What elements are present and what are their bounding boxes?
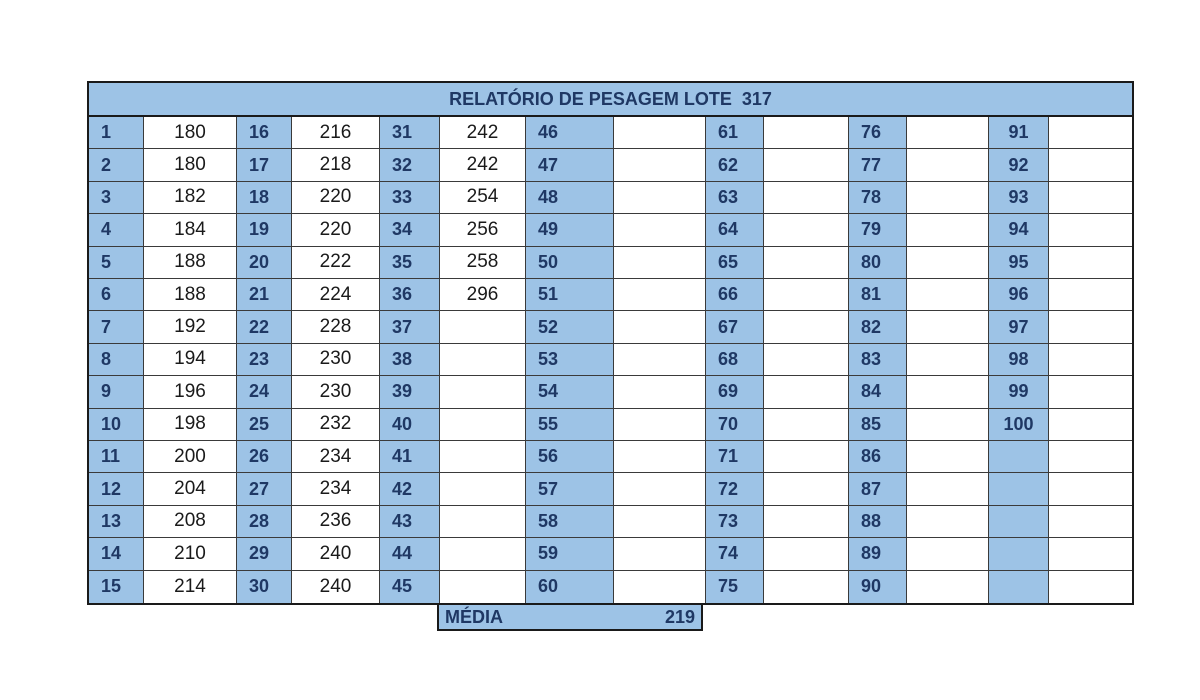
animal-number-cell: 39 — [380, 376, 440, 408]
animal-number-cell: 49 — [526, 214, 614, 246]
animal-number-cell: 75 — [706, 571, 764, 603]
weight-value-cell — [440, 344, 526, 376]
weight-value-cell — [764, 214, 849, 246]
animal-number-cell: 24 — [237, 376, 292, 408]
weighing-report-table — [87, 81, 1134, 605]
weight-value-cell — [907, 279, 989, 311]
animal-number-cell: 98 — [989, 344, 1049, 376]
animal-number-cell: 27 — [237, 473, 292, 505]
animal-number-cell: 67 — [706, 311, 764, 343]
weight-value-cell — [1049, 473, 1132, 505]
weight-value-cell — [614, 538, 706, 570]
weight-value-cell: 218 — [292, 149, 380, 181]
animal-number-cell — [989, 506, 1049, 538]
animal-number-cell: 59 — [526, 538, 614, 570]
weight-value-cell — [1049, 376, 1132, 408]
animal-number-cell: 28 — [237, 506, 292, 538]
weight-value-cell — [614, 279, 706, 311]
animal-number-cell: 26 — [237, 441, 292, 473]
weight-value-cell: 234 — [292, 441, 380, 473]
weight-value-cell — [440, 506, 526, 538]
report-title: RELATÓRIO DE PESAGEM LOTE 317 — [89, 83, 1132, 117]
animal-number-cell: 18 — [237, 182, 292, 214]
animal-number-cell: 21 — [237, 279, 292, 311]
weight-value-cell: 256 — [440, 214, 526, 246]
animal-number-cell: 100 — [989, 409, 1049, 441]
animal-number-cell: 79 — [849, 214, 907, 246]
animal-number-cell: 29 — [237, 538, 292, 570]
weight-value-cell: 242 — [440, 149, 526, 181]
weight-value-cell — [440, 376, 526, 408]
weight-value-cell — [614, 441, 706, 473]
animal-number-cell: 34 — [380, 214, 440, 246]
animal-number-cell: 69 — [706, 376, 764, 408]
weight-value-cell — [764, 182, 849, 214]
weight-value-cell: 182 — [144, 182, 237, 214]
animal-number-cell: 93 — [989, 182, 1049, 214]
weight-value-cell: 230 — [292, 376, 380, 408]
animal-number-cell: 57 — [526, 473, 614, 505]
weight-value-cell — [907, 311, 989, 343]
weight-value-cell — [440, 409, 526, 441]
animal-number-cell: 4 — [89, 214, 144, 246]
weight-value-cell: 180 — [144, 117, 237, 149]
animal-number-cell: 97 — [989, 311, 1049, 343]
animal-number-cell: 65 — [706, 247, 764, 279]
animal-number-cell: 77 — [849, 149, 907, 181]
weight-value-cell: 184 — [144, 214, 237, 246]
weight-value-cell — [907, 117, 989, 149]
weight-value-cell — [764, 409, 849, 441]
weight-value-cell — [764, 247, 849, 279]
animal-number-cell: 66 — [706, 279, 764, 311]
animal-number-cell: 47 — [526, 149, 614, 181]
weight-value-cell: 196 — [144, 376, 237, 408]
animal-number-cell: 72 — [706, 473, 764, 505]
weight-value-cell — [764, 344, 849, 376]
animal-number-cell: 37 — [380, 311, 440, 343]
animal-number-cell: 99 — [989, 376, 1049, 408]
animal-number-cell: 91 — [989, 117, 1049, 149]
animal-number-cell: 16 — [237, 117, 292, 149]
animal-number-cell: 3 — [89, 182, 144, 214]
weight-value-cell: 204 — [144, 473, 237, 505]
weight-value-cell — [764, 538, 849, 570]
animal-number-cell: 33 — [380, 182, 440, 214]
weight-value-cell — [764, 571, 849, 603]
animal-number-cell: 9 — [89, 376, 144, 408]
weight-value-cell — [440, 473, 526, 505]
weight-value-cell — [614, 117, 706, 149]
animal-number-cell: 82 — [849, 311, 907, 343]
weight-value-cell — [614, 214, 706, 246]
weight-value-cell: 228 — [292, 311, 380, 343]
weight-value-cell — [1049, 344, 1132, 376]
weight-value-cell: 240 — [292, 538, 380, 570]
weight-value-cell — [907, 182, 989, 214]
weight-value-cell — [764, 473, 849, 505]
weight-value-cell: 200 — [144, 441, 237, 473]
animal-number-cell: 6 — [89, 279, 144, 311]
weight-value-cell: 230 — [292, 344, 380, 376]
animal-number-cell: 11 — [89, 441, 144, 473]
weight-value-cell: 240 — [292, 571, 380, 603]
animal-number-cell: 10 — [89, 409, 144, 441]
weight-value-cell: 222 — [292, 247, 380, 279]
animal-number-cell: 53 — [526, 344, 614, 376]
weight-value-cell: 236 — [292, 506, 380, 538]
animal-number-cell: 55 — [526, 409, 614, 441]
animal-number-cell: 54 — [526, 376, 614, 408]
animal-number-cell — [989, 538, 1049, 570]
weight-value-cell: 192 — [144, 311, 237, 343]
animal-number-cell: 1 — [89, 117, 144, 149]
weight-value-cell — [1049, 441, 1132, 473]
animal-number-cell: 7 — [89, 311, 144, 343]
animal-number-cell: 64 — [706, 214, 764, 246]
animal-number-cell: 78 — [849, 182, 907, 214]
weight-value-cell — [1049, 214, 1132, 246]
weight-value-cell — [764, 279, 849, 311]
weight-value-cell — [1049, 506, 1132, 538]
weight-value-cell — [614, 506, 706, 538]
weight-value-cell — [764, 506, 849, 538]
weight-value-cell — [907, 149, 989, 181]
animal-number-cell: 42 — [380, 473, 440, 505]
weight-value-cell: 296 — [440, 279, 526, 311]
animal-number-cell: 84 — [849, 376, 907, 408]
animal-number-cell: 25 — [237, 409, 292, 441]
weight-value-cell — [764, 149, 849, 181]
weight-value-cell: 216 — [292, 117, 380, 149]
animal-number-cell: 48 — [526, 182, 614, 214]
weight-value-cell — [907, 409, 989, 441]
animal-number-cell: 68 — [706, 344, 764, 376]
weight-value-cell: 214 — [144, 571, 237, 603]
animal-number-cell: 8 — [89, 344, 144, 376]
weight-value-cell: 210 — [144, 538, 237, 570]
weight-value-cell: 242 — [440, 117, 526, 149]
animal-number-cell: 23 — [237, 344, 292, 376]
weight-value-cell: 234 — [292, 473, 380, 505]
animal-number-cell: 86 — [849, 441, 907, 473]
animal-number-cell: 95 — [989, 247, 1049, 279]
weight-value-cell: 188 — [144, 279, 237, 311]
animal-number-cell: 30 — [237, 571, 292, 603]
weight-value-cell — [614, 571, 706, 603]
weight-value-cell — [614, 409, 706, 441]
weight-value-cell: 254 — [440, 182, 526, 214]
animal-number-cell — [989, 571, 1049, 603]
animal-number-cell: 61 — [706, 117, 764, 149]
weight-value-cell — [614, 311, 706, 343]
animal-number-cell: 76 — [849, 117, 907, 149]
weight-value-cell: 258 — [440, 247, 526, 279]
weight-value-cell — [614, 344, 706, 376]
weight-value-cell: 224 — [292, 279, 380, 311]
weight-value-cell — [907, 376, 989, 408]
average-summary — [437, 603, 703, 631]
weight-value-cell — [764, 376, 849, 408]
weight-value-cell — [1049, 182, 1132, 214]
animal-number-cell: 71 — [706, 441, 764, 473]
weight-value-cell: 220 — [292, 182, 380, 214]
animal-number-cell: 22 — [237, 311, 292, 343]
weight-value-cell — [440, 311, 526, 343]
weight-value-cell — [614, 149, 706, 181]
animal-number-cell: 2 — [89, 149, 144, 181]
animal-number-cell: 32 — [380, 149, 440, 181]
animal-number-cell: 20 — [237, 247, 292, 279]
weight-value-cell — [907, 247, 989, 279]
weight-value-cell: 232 — [292, 409, 380, 441]
weight-value-cell — [1049, 311, 1132, 343]
animal-number-cell: 15 — [89, 571, 144, 603]
weight-value-cell: 208 — [144, 506, 237, 538]
animal-number-cell: 36 — [380, 279, 440, 311]
weight-value-cell — [1049, 149, 1132, 181]
animal-number-cell: 19 — [237, 214, 292, 246]
animal-number-cell: 14 — [89, 538, 144, 570]
weight-value-cell — [907, 344, 989, 376]
animal-number-cell — [989, 473, 1049, 505]
animal-number-cell: 52 — [526, 311, 614, 343]
weight-value-cell: 188 — [144, 247, 237, 279]
animal-number-cell: 70 — [706, 409, 764, 441]
animal-number-cell: 13 — [89, 506, 144, 538]
weight-value-cell — [764, 117, 849, 149]
weight-value-cell — [907, 571, 989, 603]
animal-number-cell: 40 — [380, 409, 440, 441]
animal-number-cell: 90 — [849, 571, 907, 603]
animal-number-cell: 80 — [849, 247, 907, 279]
animal-number-cell: 83 — [849, 344, 907, 376]
animal-number-cell: 81 — [849, 279, 907, 311]
weight-value-cell — [907, 538, 989, 570]
weight-value-cell — [614, 182, 706, 214]
animal-number-cell: 62 — [706, 149, 764, 181]
animal-number-cell: 88 — [849, 506, 907, 538]
animal-number-cell: 51 — [526, 279, 614, 311]
weight-value-cell — [1049, 279, 1132, 311]
weight-value-cell: 194 — [144, 344, 237, 376]
animal-number-cell: 56 — [526, 441, 614, 473]
animal-number-cell: 50 — [526, 247, 614, 279]
animal-number-cell: 12 — [89, 473, 144, 505]
animal-number-cell: 43 — [380, 506, 440, 538]
animal-number-cell: 60 — [526, 571, 614, 603]
animal-number-cell: 92 — [989, 149, 1049, 181]
animal-number-cell: 94 — [989, 214, 1049, 246]
weight-value-cell — [1049, 538, 1132, 570]
animal-number-cell: 31 — [380, 117, 440, 149]
weight-value-cell — [440, 538, 526, 570]
weight-value-cell — [1049, 247, 1132, 279]
animal-number-cell: 44 — [380, 538, 440, 570]
animal-number-cell: 85 — [849, 409, 907, 441]
weight-value-cell — [907, 473, 989, 505]
animal-number-cell: 46 — [526, 117, 614, 149]
weight-value-cell — [614, 376, 706, 408]
animal-number-cell: 89 — [849, 538, 907, 570]
weight-value-cell: 198 — [144, 409, 237, 441]
weight-value-cell — [1049, 571, 1132, 603]
animal-number-cell: 74 — [706, 538, 764, 570]
animal-number-cell: 63 — [706, 182, 764, 214]
animal-number-cell: 45 — [380, 571, 440, 603]
animal-number-cell: 96 — [989, 279, 1049, 311]
weight-value-cell: 180 — [144, 149, 237, 181]
animal-number-cell: 35 — [380, 247, 440, 279]
weight-value-cell — [1049, 117, 1132, 149]
weight-value-cell — [440, 571, 526, 603]
weight-value-cell — [764, 311, 849, 343]
weight-value-cell — [907, 214, 989, 246]
weights-grid — [89, 117, 1132, 603]
weight-value-cell — [614, 247, 706, 279]
average-label: MÉDIA — [445, 606, 503, 627]
average-value: 219 — [664, 606, 695, 627]
animal-number-cell: 17 — [237, 149, 292, 181]
weight-value-cell — [1049, 409, 1132, 441]
animal-number-cell: 58 — [526, 506, 614, 538]
animal-number-cell: 5 — [89, 247, 144, 279]
weight-value-cell — [764, 441, 849, 473]
animal-number-cell — [989, 441, 1049, 473]
weight-value-cell — [907, 441, 989, 473]
animal-number-cell: 73 — [706, 506, 764, 538]
weight-value-cell: 220 — [292, 214, 380, 246]
animal-number-cell: 41 — [380, 441, 440, 473]
animal-number-cell: 38 — [380, 344, 440, 376]
weight-value-cell — [907, 506, 989, 538]
animal-number-cell: 87 — [849, 473, 907, 505]
weight-value-cell — [440, 441, 526, 473]
weight-value-cell — [614, 473, 706, 505]
